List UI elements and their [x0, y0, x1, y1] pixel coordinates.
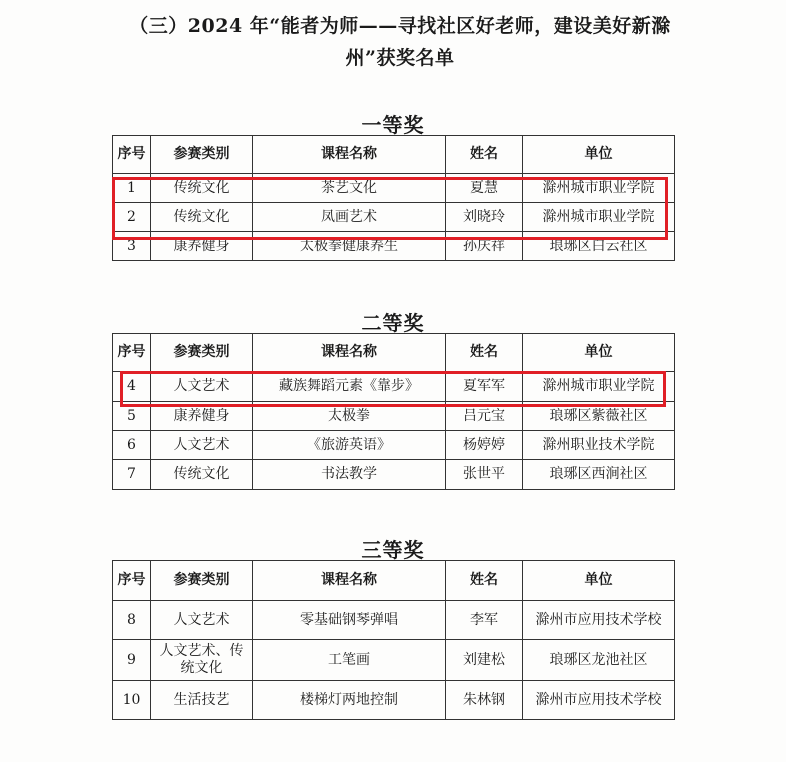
cell-no: 5: [113, 402, 151, 431]
header-no: 序号: [113, 136, 151, 174]
document-title: [60, 10, 740, 74]
cell-name: 杨婷婷: [446, 431, 523, 460]
header-category: 参赛类别: [151, 334, 253, 372]
header-name: 姓名: [446, 334, 523, 372]
title-line-1: （三）2024 年“能者为师——寻找社区好老师，建设美好新滁: [129, 15, 671, 37]
cell-category: 人文艺术: [151, 372, 253, 402]
table-row: [113, 640, 675, 681]
cell-course: 《旅游英语》: [253, 431, 446, 460]
cell-name: 夏军军: [446, 372, 523, 402]
table-header-row: [113, 334, 675, 372]
cell-category: 传统文化: [151, 460, 253, 490]
header-course: 课程名称: [253, 136, 446, 174]
table-header-row: [113, 561, 675, 601]
header-category: 参赛类别: [151, 561, 253, 601]
table-row: [113, 174, 675, 203]
cell-no: 6: [113, 431, 151, 460]
header-name: 姓名: [446, 136, 523, 174]
cell-course: 楼梯灯两地控制: [253, 681, 446, 720]
cell-name: 孙庆祥: [446, 232, 523, 261]
cell-no: 10: [113, 681, 151, 720]
table-row: [113, 681, 675, 720]
cell-category: 人文艺术、传统文化: [151, 640, 253, 681]
cell-name: 夏慧: [446, 174, 523, 203]
cell-no: 7: [113, 460, 151, 490]
cell-no: 8: [113, 601, 151, 640]
cell-category: 人文艺术: [151, 431, 253, 460]
cell-unit: 琅琊区白云社区: [523, 232, 675, 261]
cell-no: 3: [113, 232, 151, 261]
table-row: [113, 203, 675, 232]
table-header-row: [113, 136, 675, 174]
header-name: 姓名: [446, 561, 523, 601]
first-prize-table: [112, 135, 675, 261]
cell-unit: 琅琊区西涧社区: [523, 460, 675, 490]
cell-unit: 滁州市应用技术学校: [523, 601, 675, 640]
cell-course: 太极拳: [253, 402, 446, 431]
cell-no: 1: [113, 174, 151, 203]
header-category: 参赛类别: [151, 136, 253, 174]
cell-name: 张世平: [446, 460, 523, 490]
second-prize-title: 二等奖: [361, 311, 425, 335]
cell-course: 书法教学: [253, 460, 446, 490]
cell-course: 凤画艺术: [253, 203, 446, 232]
cell-category: 康养健身: [151, 232, 253, 261]
cell-unit: 滁州职业技术学院: [523, 431, 675, 460]
third-prize-table: [112, 560, 675, 720]
cell-course: 藏族舞蹈元素《靠步》: [253, 372, 446, 402]
cell-course: 工笔画: [253, 640, 446, 681]
cell-unit: 琅琊区紫薇社区: [523, 402, 675, 431]
table-row: [113, 601, 675, 640]
cell-category: 传统文化: [151, 203, 253, 232]
third-prize-title: 三等奖: [361, 538, 425, 562]
cell-unit: 琅琊区龙池社区: [523, 640, 675, 681]
header-no: 序号: [113, 334, 151, 372]
table-row: [113, 402, 675, 431]
table-row: [113, 372, 675, 402]
cell-category: 生活技艺: [151, 681, 253, 720]
cell-name: 刘建松: [446, 640, 523, 681]
cell-no: 4: [113, 372, 151, 402]
cell-category: 人文艺术: [151, 601, 253, 640]
cell-name: 李军: [446, 601, 523, 640]
table-row: [113, 232, 675, 261]
cell-unit: 滁州城市职业学院: [523, 372, 675, 402]
header-unit: 单位: [523, 561, 675, 601]
cell-course: 太极拳健康养生: [253, 232, 446, 261]
cell-unit: 滁州市应用技术学校: [523, 681, 675, 720]
cell-course: 零基础钢琴弹唱: [253, 601, 446, 640]
cell-category: 传统文化: [151, 174, 253, 203]
header-unit: 单位: [523, 136, 675, 174]
cell-name: 朱林钢: [446, 681, 523, 720]
cell-unit: 滁州城市职业学院: [523, 203, 675, 232]
header-course: 课程名称: [253, 561, 446, 601]
cell-category: 康养健身: [151, 402, 253, 431]
first-prize-title: 一等奖: [361, 113, 425, 137]
table-row: [113, 431, 675, 460]
header-course: 课程名称: [253, 334, 446, 372]
cell-no: 9: [113, 640, 151, 681]
header-unit: 单位: [523, 334, 675, 372]
header-no: 序号: [113, 561, 151, 601]
cell-name: 吕元宝: [446, 402, 523, 431]
cell-name: 刘晓玲: [446, 203, 523, 232]
cell-no: 2: [113, 203, 151, 232]
cell-course: 茶艺文化: [253, 174, 446, 203]
second-prize-table: [112, 333, 675, 490]
table-row: [113, 460, 675, 490]
title-line-2: 州”获奖名单: [345, 47, 455, 69]
cell-unit: 滁州城市职业学院: [523, 174, 675, 203]
